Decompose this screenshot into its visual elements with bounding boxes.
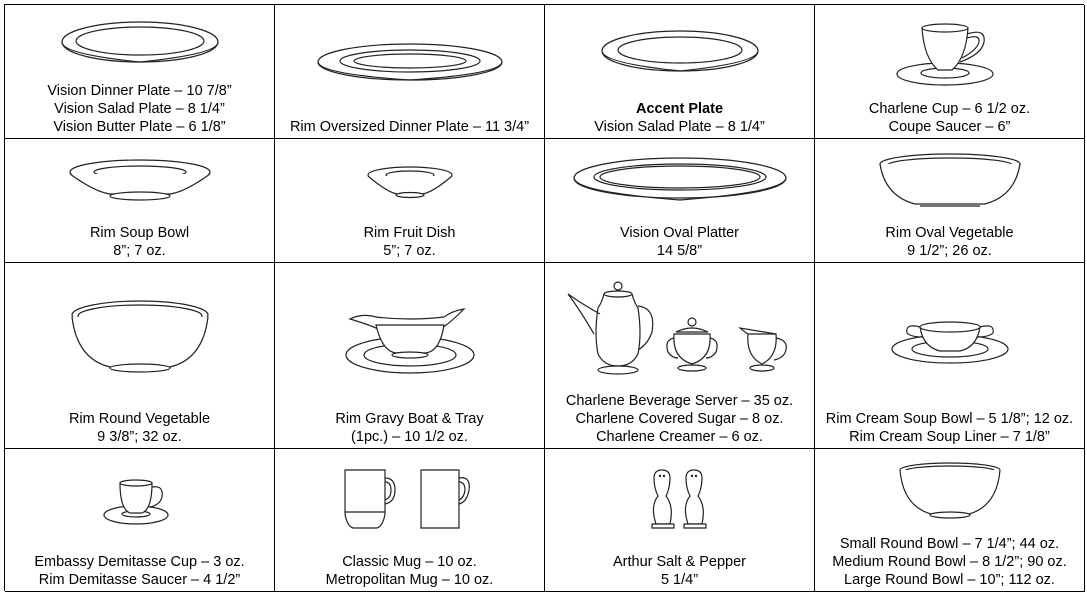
salt-pepper-icon	[640, 466, 720, 536]
caption-line: Rim Soup Bowl	[89, 225, 190, 241]
caption-line: Rim Gravy Boat & Tray	[335, 411, 484, 427]
caption-line: Medium Round Bowl – 8 1/2”; 90 oz.	[832, 554, 1067, 570]
caption-line: Rim Oval Vegetable	[885, 225, 1014, 241]
cell-charlene-set	[545, 263, 815, 449]
cell-round-vegetable	[5, 263, 275, 449]
caption-line: 9 3/8”; 32 oz.	[97, 429, 182, 445]
caption-line: (1pc.) – 10 1/2 oz.	[351, 429, 468, 445]
demitasse-icon	[100, 473, 180, 529]
cell-gravy-boat	[275, 263, 545, 449]
caption-line: 9 1/2”; 26 oz.	[907, 243, 992, 259]
oval-platter-icon	[570, 152, 790, 212]
cell-oversized-plate	[275, 5, 545, 139]
caption-line: Charlene Beverage Server – 35 oz.	[565, 393, 794, 409]
caption-line: 8”; 7 oz.	[113, 243, 166, 259]
caption-line: Rim Cream Soup Liner – 7 1/8”	[849, 429, 1050, 445]
caption-line: Rim Fruit Dish	[363, 225, 456, 241]
caption-line: Charlene Creamer – 6 oz.	[596, 429, 763, 445]
cell-salt-pepper	[545, 449, 815, 592]
cell-round-bowls	[815, 449, 1085, 592]
mugs-icon	[335, 466, 485, 536]
oversized-plate-icon	[310, 32, 510, 92]
cell-rim-soup-bowl	[5, 139, 275, 263]
caption-line: 5 1/4”	[660, 572, 699, 588]
round-bowl-icon	[895, 460, 1005, 524]
cell-vision-plates	[5, 5, 275, 139]
cell-mugs	[275, 449, 545, 592]
caption-line: Large Round Bowl – 10”; 112 oz.	[844, 572, 1055, 588]
caption-line: Classic Mug – 10 oz.	[342, 554, 477, 570]
caption-line: Small Round Bowl – 7 1/4”; 44 oz.	[839, 536, 1060, 552]
cell-demitasse	[5, 449, 275, 592]
oval-vegetable-icon	[875, 150, 1025, 214]
caption-line: Vision Oval Platter	[619, 225, 739, 241]
caption-line: Metropolitan Mug – 10 oz.	[325, 572, 494, 588]
fruit-dish-icon	[360, 157, 460, 207]
caption-line: Vision Salad Plate – 8 1/4”	[54, 101, 225, 117]
caption-title: Accent Plate	[635, 101, 724, 117]
cup-saucer-icon	[890, 18, 1010, 88]
cream-soup-icon	[885, 305, 1015, 369]
caption-line: Arthur Salt & Pepper	[613, 554, 746, 570]
caption-line: Rim Cream Soup Bowl – 5 1/8”; 12 oz.	[825, 411, 1074, 427]
cell-oval-vegetable	[815, 139, 1085, 263]
caption-line: Charlene Covered Sugar – 8 oz.	[575, 411, 784, 427]
caption-line: 5”; 7 oz.	[383, 243, 436, 259]
gravy-boat-icon	[340, 295, 480, 379]
dinner-plate-icon	[55, 14, 225, 74]
cell-rim-fruit-dish	[275, 139, 545, 263]
round-vegetable-icon	[65, 295, 215, 379]
soup-bowl-icon	[65, 152, 215, 212]
beverage-set-icon	[564, 274, 796, 382]
cell-oval-platter	[545, 139, 815, 263]
caption-line: Vision Salad Plate – 8 1/4”	[594, 119, 765, 135]
cell-accent-plate	[545, 5, 815, 139]
caption-line: Coupe Saucer – 6”	[888, 119, 1011, 135]
caption-line: Vision Butter Plate – 6 1/8”	[53, 119, 226, 135]
caption-line: Charlene Cup – 6 1/2 oz.	[868, 101, 1031, 117]
cell-cream-soup	[815, 263, 1085, 449]
caption-line: Embassy Demitasse Cup – 3 oz.	[34, 554, 245, 570]
cell-charlene-cup	[815, 5, 1085, 139]
salad-plate-icon	[595, 23, 765, 83]
caption-line: Rim Demitasse Saucer – 4 1/2”	[38, 572, 241, 588]
caption-line: Rim Oversized Dinner Plate – 11 3/4”	[289, 119, 530, 135]
product-grid	[4, 4, 1084, 591]
caption-line: Rim Round Vegetable	[68, 411, 211, 427]
caption-line: Vision Dinner Plate – 10 7/8”	[47, 83, 232, 99]
caption-line: 14 5/8”	[656, 243, 703, 259]
